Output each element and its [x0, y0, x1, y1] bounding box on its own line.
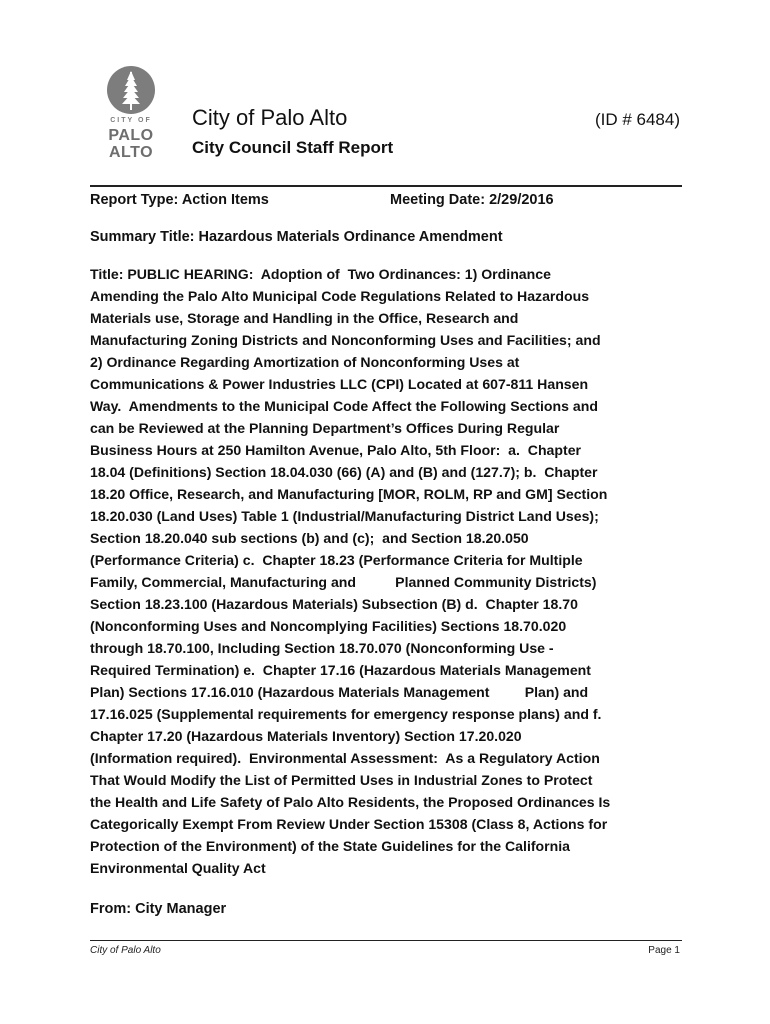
title-line: Communications & Power Industries LLC (CPI) Located at 607-811 Hansen: [90, 376, 589, 392]
title-line: 2) Ordinance Regarding Amortization of Nonconforming Uses at: [90, 354, 520, 370]
title-line: Section 18.20.040 sub sections (b) and (c); and Section 18.20.050: [90, 530, 529, 546]
title-line: Categorically Exempt From Review Under Section 15308 (Class 8, Actions for: [90, 816, 608, 832]
title-paragraph: [90, 263, 690, 879]
title-line: Family, Commercial, Manufacturing and Planned Community Districts): [90, 574, 597, 590]
title-line: (Performance Criteria) c. Chapter 18.23 (Performance Criteria for Multiple: [90, 552, 583, 568]
from-line: From: City Manager: [90, 901, 227, 917]
title-line: Manufacturing Zoning Districts and Nonconforming Uses and Facilities; and: [90, 332, 601, 348]
page-number: Page 1: [648, 945, 680, 956]
logo-palo: PALO: [108, 127, 154, 144]
title-line: through 18.70.100, Including Section 18.70.070 (Nonconforming Use -: [90, 640, 554, 656]
footer-divider: [90, 940, 682, 941]
title-line: Plan) Sections 17.16.010 (Hazardous Materials Management Plan) and: [90, 684, 589, 700]
title-line: Amending the Palo Alto Municipal Code Regulations Related to Hazardous: [90, 288, 590, 304]
redwood-tree-icon: [107, 66, 155, 114]
title-line: 17.16.025 (Supplemental requirements for emergency response plans) and f.: [90, 706, 602, 722]
report-id: (ID # 6484): [594, 110, 680, 129]
title-line: Section 18.23.100 (Hazardous Materials) Subsection (B) d. Chapter 18.70: [90, 596, 578, 612]
title-line: Way. Amendments to the Municipal Code Affect the Following Sections and: [90, 398, 598, 414]
title-line: Protection of the Environment) of the State Guidelines for the California: [90, 838, 571, 854]
report-type: Report Type: Action Items: [90, 192, 269, 208]
title-line: Environmental Quality Act: [90, 860, 266, 876]
logo-alto: ALTO: [108, 144, 154, 161]
title-line: (Information required). Environmental Assessment: As a Regulatory Action: [90, 750, 600, 766]
document-subtitle: City Council Staff Report: [192, 138, 394, 157]
title-line: Required Termination) e. Chapter 17.16 (Hazardous Materials Management: [90, 662, 591, 678]
city-logo: [104, 66, 160, 162]
footer-city: City of Palo Alto: [90, 945, 161, 956]
title-line: 18.04 (Definitions) Section 18.04.030 (66) (A) and (B) and (127.7); b. Chapter: [90, 464, 598, 480]
title-line: Materials use, Storage and Handling in the Office, Research and: [90, 310, 519, 326]
title-line: the Health and Life Safety of Palo Alto Residents, the Proposed Ordinances Is: [90, 794, 611, 810]
meeting-date: Meeting Date: 2/29/2016: [390, 192, 554, 208]
title-line: 18.20 Office, Research, and Manufacturing [MOR, ROLM, RP and GM] Section: [90, 486, 608, 502]
title-line: Title: PUBLIC HEARING: Adoption of Two Ordinances: 1) Ordinance: [90, 266, 551, 282]
title-line: (Nonconforming Uses and Noncomplying Facilities) Sections 18.70.020: [90, 618, 567, 634]
header-divider: [90, 185, 682, 187]
title-line: 18.20.030 (Land Uses) Table 1 (Industrial/Manufacturing District Land Uses);: [90, 508, 599, 524]
summary-title: Summary Title: Hazardous Materials Ordinance Amendment: [90, 229, 503, 245]
title-line: Business Hours at 250 Hamilton Avenue, Palo Alto, 5th Floor: a. Chapter: [90, 442, 582, 458]
logo-city-of: CITY OF: [110, 117, 152, 124]
title-line: can be Reviewed at the Planning Department’s Offices During Regular: [90, 420, 560, 436]
document-title: City of Palo Alto: [192, 105, 348, 130]
title-line: Chapter 17.20 (Hazardous Materials Inventory) Section 17.20.020: [90, 728, 522, 744]
title-line: That Would Modify the List of Permitted Uses in Industrial Zones to Protect: [90, 772, 593, 788]
